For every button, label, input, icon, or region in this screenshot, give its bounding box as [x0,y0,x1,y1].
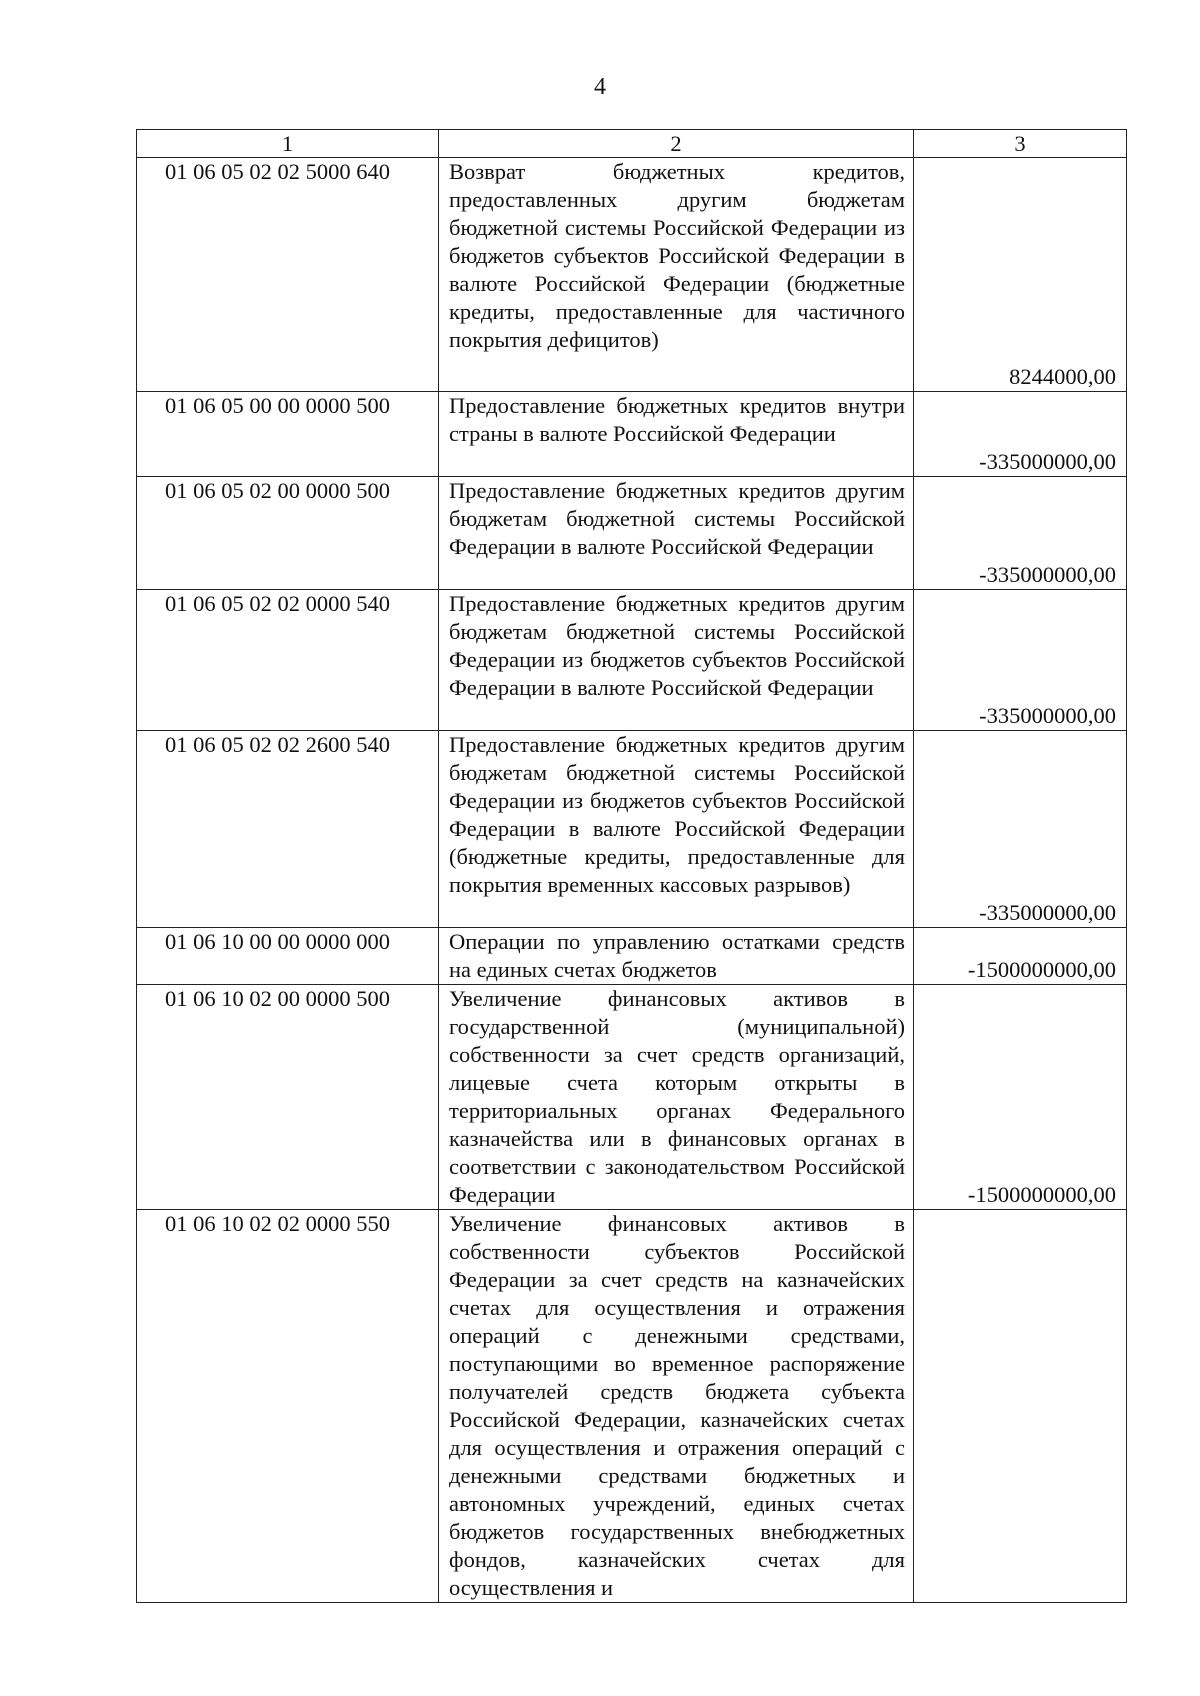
row-description: Предоставление бюджетных кредитов другим бюджетам бюджетной системы Российской Федерации из бюджетов субъектов Российской Федерации в валюте Российской Федерации [439,590,914,731]
row-amount: -335000000,00 [914,731,1127,928]
row-amount: 8244000,00 [914,158,1127,392]
table-row [137,1210,1127,1603]
table-row [137,477,1127,590]
budget-code: 01 06 05 02 02 0000 540 [137,590,439,731]
column-3-header: 3 [914,130,1127,158]
table-row [137,158,1127,392]
table-row [137,985,1127,1210]
row-amount: -335000000,00 [914,477,1127,590]
table-row [137,731,1127,928]
table-row [137,392,1127,477]
table-row [137,928,1127,985]
budget-code: 01 06 05 02 02 5000 640 [137,158,439,392]
row-description: Операции по управлению остатками средств на единых счетах бюджетов [439,928,914,985]
row-amount: -1500000000,00 [914,985,1127,1210]
budget-code: 01 06 05 00 00 0000 500 [137,392,439,477]
row-description: Предоставление бюджетных кредитов другим бюджетам бюджетной системы Российской Федерации в валюте Российской Федерации [439,477,914,590]
page-number: 4 [594,74,606,100]
column-2-header: 2 [439,130,914,158]
row-amount: -1500000000,00 [914,928,1127,985]
budget-code: 01 06 10 00 00 0000 000 [137,928,439,985]
budget-code: 01 06 10 02 00 0000 500 [137,985,439,1210]
column-number-row [137,130,1127,158]
budget-code: 01 06 05 02 02 2600 540 [137,731,439,928]
budget-code: 01 06 05 02 00 0000 500 [137,477,439,590]
row-amount: -335000000,00 [914,590,1127,731]
row-description: Предоставление бюджетных кредитов другим бюджетам бюджетной системы Российской Федерации из бюджетов субъектов Российской Федерации в валюте Российской Федерации (бюджетные кредиты, предоставленные для покрытия временных кассовых разрывов) [439,731,914,928]
row-description: Увеличение финансовых активов в собственности субъектов Российской Федерации за счет средств на казначейских счетах для осуществления и отражения операций с денежными средствами, поступающими во временное распоряжение получателей средств бюджета субъекта Российской Федерации, казначейских счетах для осуществления и отражения операций с денежными средствами бюджетных и автономных учреждений, единых счетах бюджетов государственных внебюджетных фондов, казначейских счетах для осуществления и [439,1210,914,1603]
row-description: Предоставление бюджетных кредитов внутри страны в валюте Российской Федерации [439,392,914,477]
table-row [137,590,1127,731]
row-description: Увеличение финансовых активов в государственной (муниципальной) собственности за счет средств организаций, лицевые счета которым открыты в территориальных органах Федерального казначейства или в финансовых органах в соответствии с законодательством Российской Федерации [439,985,914,1210]
row-amount [914,1210,1127,1603]
budget-sources-table [136,129,1126,1603]
row-description: Возврат бюджетных кредитов, предоставленных другим бюджетам бюджетной системы Российской Федерации из бюджетов субъектов Российской Федерации в валюте Российской Федерации (бюджетные кредиты, предоставленные для частичного покрытия дефицитов) [439,158,914,392]
row-amount: -335000000,00 [914,392,1127,477]
budget-code: 01 06 10 02 02 0000 550 [137,1210,439,1603]
column-1-header: 1 [137,130,439,158]
sources-table [136,129,1127,1603]
